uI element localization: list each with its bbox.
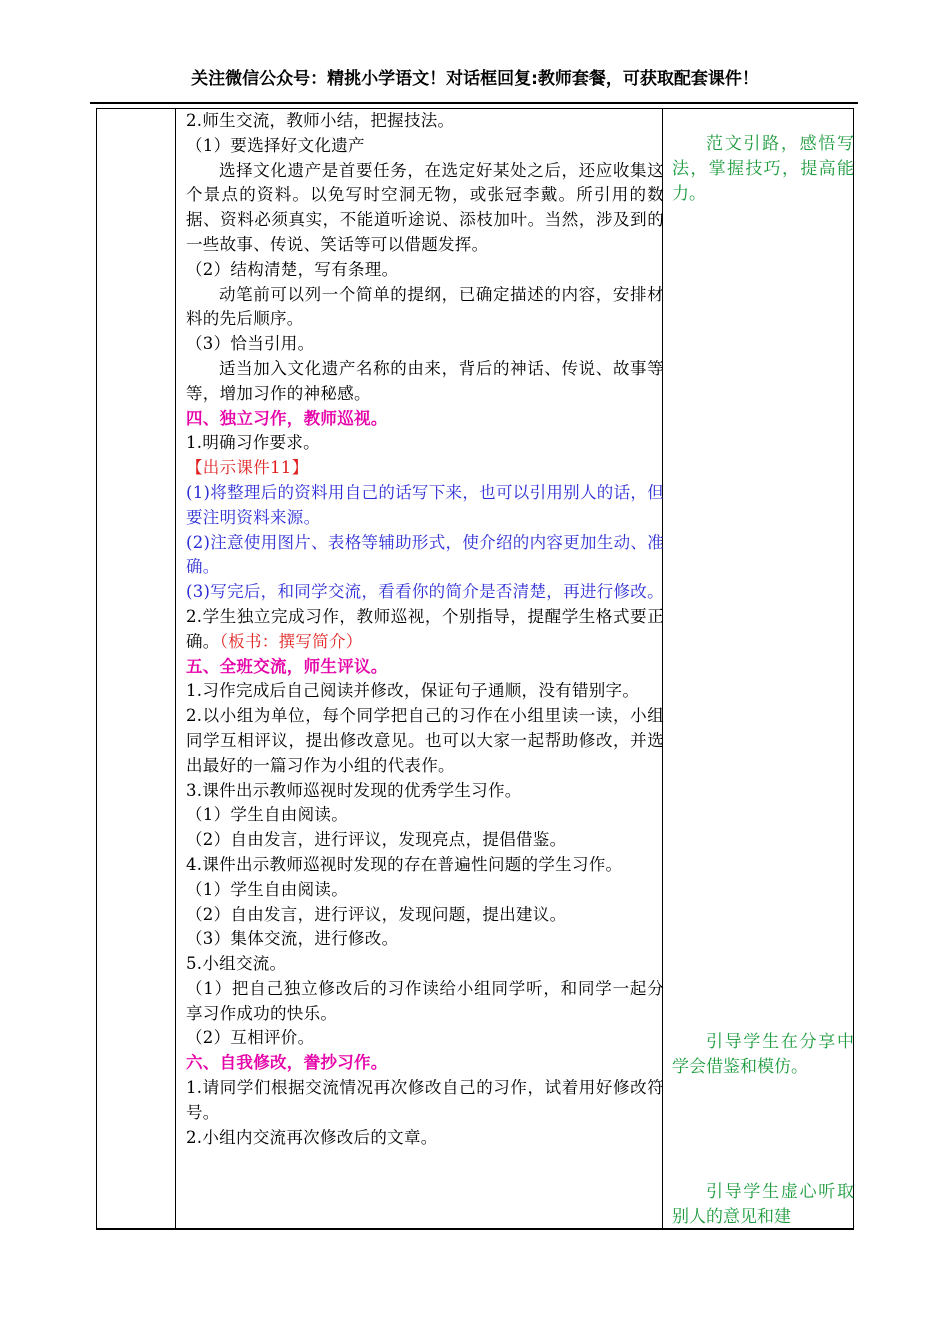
paragraph: 适当加入文化遗产名称的由来，背后的神话、传说、故事等等，增加习作的神秘感。 [186,358,664,403]
design-note-2 [672,1030,854,1080]
note-text: 范文引路，感悟写法，掌握技巧，提高能力。 [672,134,854,204]
sub-line: （2）自由发言，进行评议，发现亮点，提倡借鉴。 [186,830,567,850]
step-line: 5.小组交流。 [186,954,287,974]
lesson-content [186,109,664,1150]
sub-line: （2）互相评价。 [186,1028,315,1048]
step-line: 2.师生交流，教师小结，把握技法。 [186,111,455,130]
step-line [186,605,664,655]
step-line: 4.课件出示教师巡视时发现的存在普遍性问题的学生习作。 [186,854,623,874]
requirement-1: (1)将整理后的资料用自己的话写下来，也可以引用别人的话，但要注明资料来源。 [186,482,664,527]
section-heading-6: 六、自我修改，誊抄习作。 [186,1053,388,1073]
step-line: 1.请同学们根据交流情况再次修改自己的习作，试着用好修改符号。 [186,1078,664,1122]
board-note: （板书：撰写简介） [219,631,363,651]
step-line: 1.习作完成后自己阅读并修改，保证句子通顺，没有错别字。 [186,681,640,701]
page-header: 关注微信公众号：精挑小学语文！对话框回复:教师套餐，可获取配套课件！ [191,69,759,89]
sub-heading: （1）要选择好文化遗产 [186,135,365,155]
courseware-tag: 【出示课件11】 [186,458,309,478]
step-line: 2.以小组为单位，每个同学把自己的习作在小组里读一读，小组同学互相评议，提出修改意见。也可以大家一起帮助修改，并选出最好的一篇习作为小组的代表作。 [186,706,664,775]
requirement-3: (3)写完后，和同学交流，看看你的简介是否清楚，再进行修改。 [186,582,664,602]
column-divider-1 [175,109,176,1229]
step-line: 3.课件出示教师巡视时发现的优秀学生习作。 [186,780,522,800]
step-line: 1.明确习作要求。 [186,433,320,453]
step-text: 2.学生独立完成习作，教师巡视，个别指导，提醒学生格式要正确。 [186,606,664,651]
section-heading-5: 五、全班交流，师生评议。 [186,656,388,676]
design-note-1 [672,132,854,207]
design-note-3 [672,1180,854,1230]
sub-line: （1）学生自由阅读。 [186,805,348,825]
sub-heading: （3）恰当引用。 [186,334,315,354]
requirement-2: (2)注意使用图片、表格等辅助形式，使介绍的内容更加生动、准确。 [186,532,664,577]
paragraph: 选择文化遗产是首要任务，在选定好某处之后，还应收集这个景点的资料。以免写时空洞无物，或张冠李戴。所引用的数据、资料必须真实，不能道听途说、添枝加叶。当然，涉及到的一些故事、传说、笑话等可以借题发挥。 [186,160,664,254]
sub-line: （3）集体交流，进行修改。 [186,929,399,949]
note-text: 引导学生在分享中学会借鉴和模仿。 [672,1032,854,1077]
paragraph: 动笔前可以列一个简单的提纲，已确定描述的内容，安排材料的先后顺序。 [186,284,664,329]
sub-line: （1）把自己独立修改后的习作读给小组同学听，和同学一起分享习作成功的快乐。 [186,978,664,1023]
step-line: 2.小组内交流再次修改后的文章。 [186,1127,438,1147]
header-rule [90,102,858,104]
section-heading-4: 四、独立习作，教师巡视。 [186,408,388,428]
sub-line: （1）学生自由阅读。 [186,879,348,899]
sub-line: （2）自由发言，进行评议，发现问题，提出建议。 [186,904,567,924]
sub-heading: （2）结构清楚，写有条理。 [186,259,399,279]
note-text: 引导学生虚心听取别人的意见和建 [672,1182,854,1227]
